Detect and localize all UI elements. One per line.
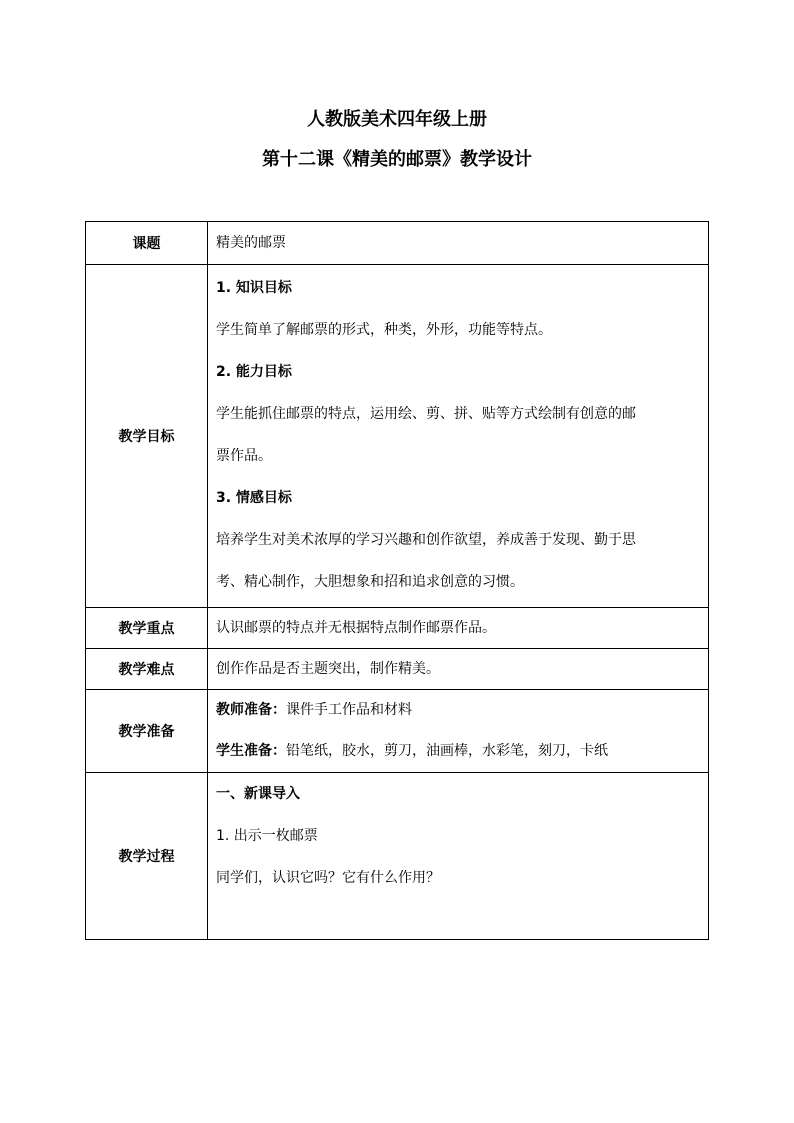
- document-title: 人教版美术四年级上册: [307, 109, 487, 130]
- teacher-preparation-value: 课件手工作品和材料: [286, 702, 412, 718]
- lesson-plan-table: [85, 221, 709, 940]
- key-points-value: [208, 608, 709, 649]
- table-row-preparation: [86, 690, 709, 773]
- teacher-preparation: [216, 690, 704, 731]
- ability-goal-text-line2: 票作品。: [216, 448, 272, 464]
- topic-text: 精美的邮票: [216, 235, 286, 251]
- goals-label: 教学目标: [86, 265, 208, 608]
- difficulties-text: 创作作品是否主题突出，制作精美。: [216, 661, 440, 677]
- preparation-label: 教学准备: [86, 690, 208, 773]
- ability-goal-heading: 2. 能力目标: [216, 364, 292, 380]
- emotion-goal-text-line2: 考、精心制作，大胆想象和招和追求创意的习惯。: [216, 574, 524, 590]
- process-step-1: 1. 出示一枚邮票: [216, 828, 318, 844]
- table-row-topic: [86, 222, 709, 265]
- student-preparation-value: 铅笔纸，胶水，剪刀，油画棒，水彩笔，刻刀，卡纸: [286, 743, 608, 759]
- table-row-difficulties: [86, 649, 709, 690]
- goals-content: [208, 265, 709, 608]
- teacher-preparation-label: 教师准备：: [216, 702, 286, 718]
- difficulties-value: [208, 649, 709, 690]
- process-content: [208, 773, 709, 940]
- ability-goal-text-line1: 学生能抓住邮票的特点，运用绘、剪、拼、贴等方式绘制有创意的邮: [216, 406, 636, 422]
- table-row-process: [86, 773, 709, 940]
- key-points-label: 教学重点: [86, 608, 208, 649]
- table-row-key-points: [86, 608, 709, 649]
- preparation-content: [208, 690, 709, 773]
- emotion-goal-heading: 3. 情感目标: [216, 490, 292, 506]
- table-row-goals: [86, 265, 709, 608]
- topic-value: [208, 222, 709, 265]
- topic-label: 课题: [86, 222, 208, 265]
- emotion-goal-text-line1: 培养学生对美术浓厚的学习兴趣和创作欲望，养成善于发现、勤于思: [216, 532, 636, 548]
- process-label: 教学过程: [86, 773, 208, 940]
- key-points-text: 认识邮票的特点并无根据特点制作邮票作品。: [216, 620, 496, 636]
- student-preparation-label: 学生准备：: [216, 743, 286, 759]
- document-subtitle: 第十二课《精美的邮票》教学设计: [262, 149, 532, 170]
- process-section-heading: 一、新课导入: [216, 786, 300, 802]
- process-step-1-text: 同学们，认识它吗？它有什么作用？: [216, 870, 440, 886]
- knowledge-goal-text: 学生简单了解邮票的形式，种类，外形，功能等特点。: [216, 322, 552, 338]
- knowledge-goal-heading: 1. 知识目标: [216, 280, 292, 296]
- difficulties-label: 教学难点: [86, 649, 208, 690]
- student-preparation: [216, 731, 704, 772]
